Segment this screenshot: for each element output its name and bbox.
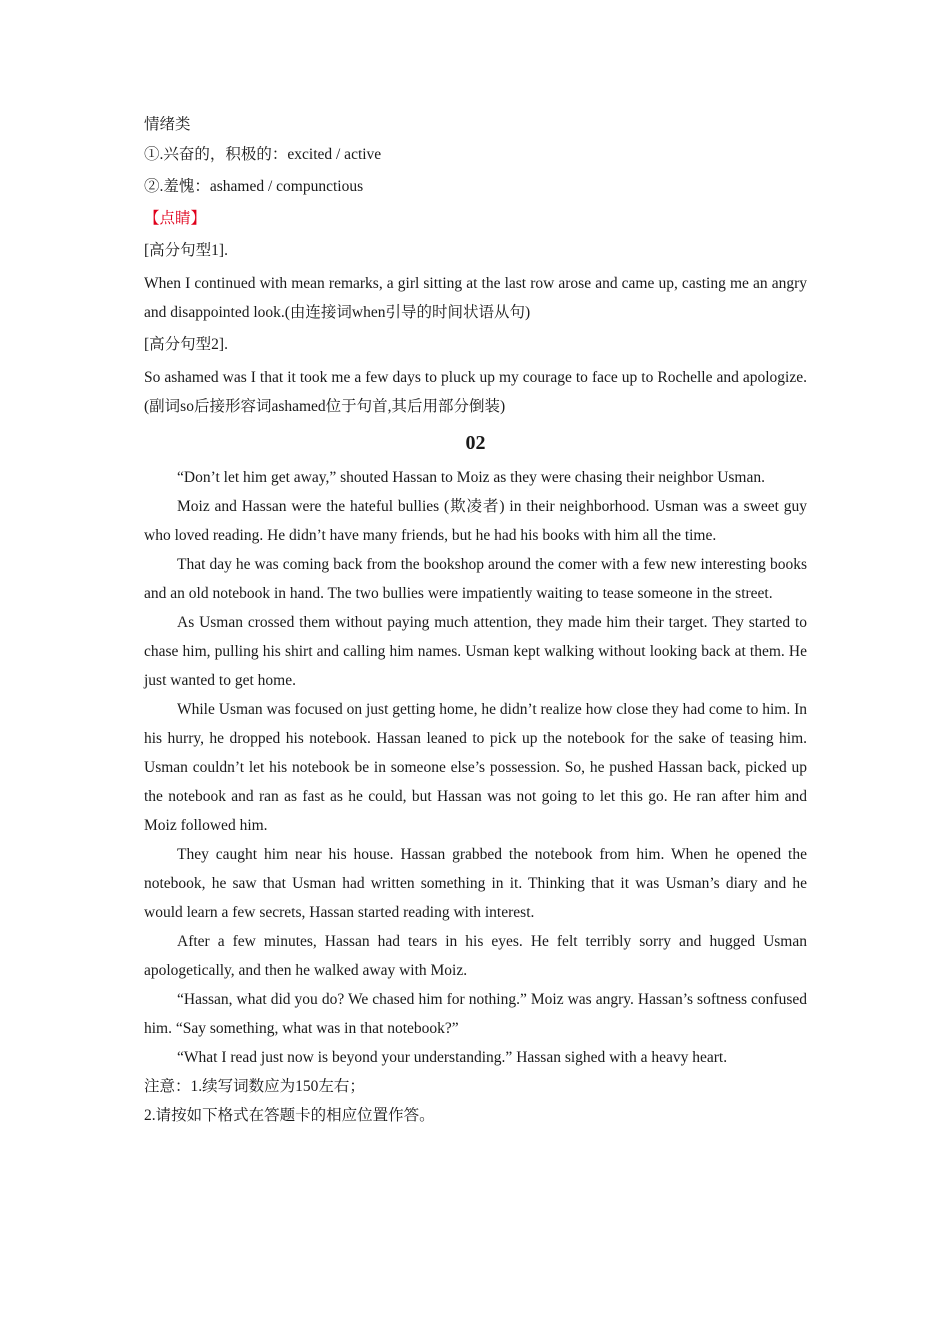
story-paragraph: “What I read just now is beyond your understanding.” Hassan sighed with a heavy heart.	[177, 1049, 728, 1066]
vocab-item-1: ①.兴奋的，积极的：excited / active	[144, 146, 382, 163]
highlight-label: 【点睛】	[144, 210, 207, 227]
story-paragraph: After a few minutes, Hassan had tears in his eyes. He felt terribly sorry and hugged Usman apologetically, and then he walked away with Moiz.	[144, 933, 807, 979]
story-paragraph: Moiz and Hassan were the hateful bullies (欺凌者) in their neighborhood. Usman was a sweet guy who loved reading. He didn’t have many friends, but he had his books with him all the time.	[144, 498, 807, 544]
vocab-item-2: ②.羞愧：ashamed / compunctious	[144, 178, 364, 195]
story-paragraph: They caught him near his house. Hassan grabbed the notebook from him. When he opened the notebook, he saw that Usman had written something in it. Thinking that it was Usman’s diary and he would learn a few secrets, Hassan started reading with interest.	[144, 846, 807, 921]
sentence-pattern-1-label: [高分句型1].	[144, 242, 228, 259]
document-page	[144, 110, 807, 1130]
story-paragraph: As Usman crossed them without paying much attention, they made him their target. They started to chase him, pulling his shirt and calling him names. Usman kept walking without looking back at them. He just wanted to get home.	[144, 614, 807, 689]
story-paragraph: While Usman was focused on just getting home, he didn’t realize how close they had come to him. In his hurry, he dropped his notebook. Hassan leaned to pick up the notebook for the sake of teasing him. Usman couldn’t let his notebook be in someone else’s possession. So, he pushed Hassan back, picked up the notebook and ran as fast as he could, but Hassan was not going to let this go. He ran after him and Moiz followed him.	[144, 701, 807, 834]
instruction-line-2: 2.请按如下格式在答题卡的相应位置作答。	[144, 1107, 435, 1124]
instruction-line-1: 注意：1.续写词数应为150左右；	[144, 1078, 365, 1095]
story-paragraph: “Hassan, what did you do? We chased him for nothing.” Moiz was angry. Hassan’s softness confused him. “Say something, what was in that notebook?”	[144, 991, 807, 1037]
category-heading: 情绪类	[144, 116, 191, 133]
story-paragraph: “Don’t let him get away,” shouted Hassan to Moiz as they were chasing their neighbor Usman.	[177, 469, 765, 486]
section-number: 02	[465, 432, 486, 454]
sentence-pattern-1-text: When I continued with mean remarks, a girl sitting at the last row arose and came up, casting me an angry and disappointed look.(由连接词when引导的时间状语从句)	[144, 275, 807, 321]
sentence-pattern-2-label: [高分句型2].	[144, 336, 228, 353]
sentence-pattern-2-text: So ashamed was I that it took me a few days to pluck up my courage to face up to Rochelle and apologize.(副词so后接形容词ashamed位于句首,其后用部分倒装)	[144, 369, 807, 415]
story-paragraph: That day he was coming back from the bookshop around the comer with a few new interesting books and an old notebook in hand. The two bullies were impatiently waiting to tease someone in the street.	[144, 556, 807, 602]
